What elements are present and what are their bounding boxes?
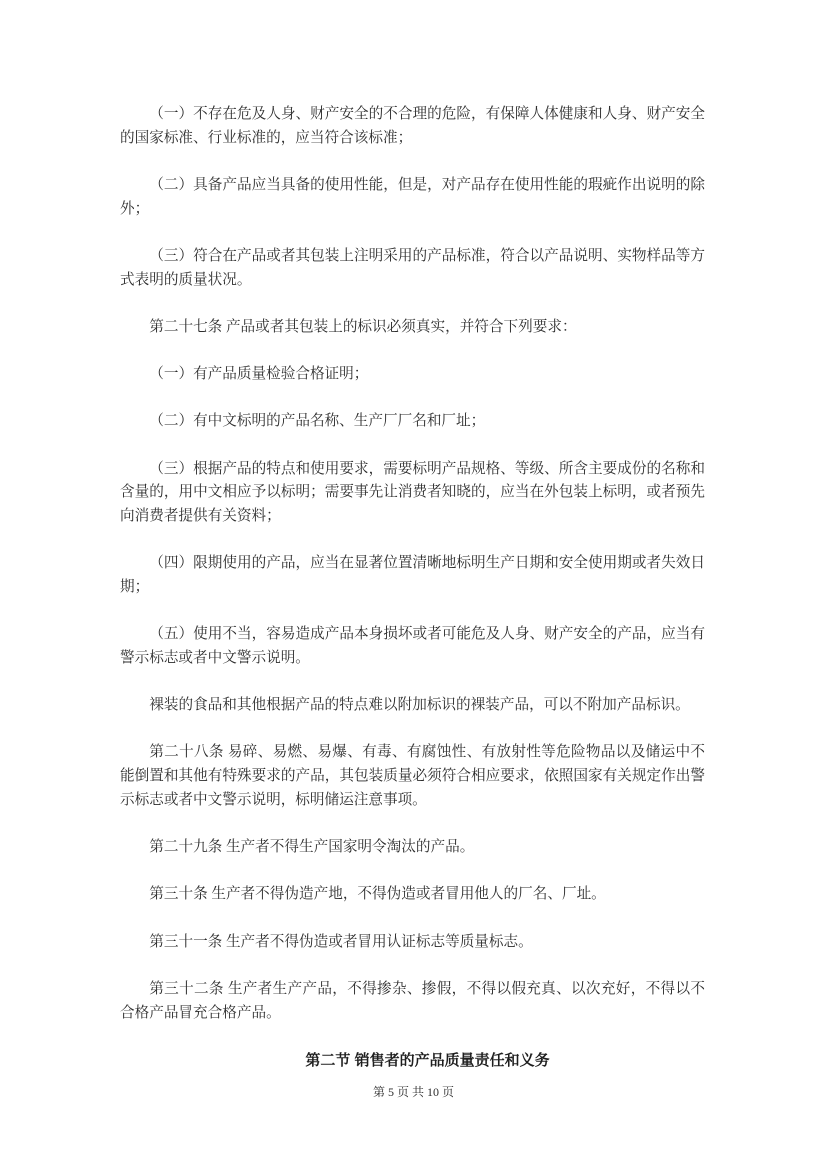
article-27-item-1: （一）有产品质量检验合格证明； [149, 366, 369, 383]
article-32: 第三十二条 生产者生产产品，不得掺杂、掺假，不得以假充真、以次充好，不得以不合格产品冒充合格产品。 [120, 980, 705, 1021]
article-27-item-5: （五）使用不当，容易造成产品本身损坏或者可能危及人身、财产安全的产品，应当有警示标志或者中文警示说明。 [120, 626, 705, 667]
article-29: 第二十九条 生产者不得生产国家明令淘汰的产品。 [149, 839, 475, 856]
article-27-item-2: （二）有中文标明的产品名称、生产厂厂名和厂址； [149, 413, 486, 430]
clause-item-1: （一）不存在危及人身、财产安全的不合理的危险，有保障人体健康和人身、财产安全的国家标准、行业标准的，应当符合该标准； [120, 106, 705, 146]
article-27: 第二十七条 产品或者其包装上的标识必须真实，并符合下列要求： [149, 318, 577, 335]
document-body [120, 103, 705, 1096]
article-31: 第三十一条 生产者不得伪造或者冒用认证标志等质量标志。 [149, 933, 533, 950]
article-27-item-3: （三）根据产品的特点和使用要求，需要标明产品规格、等级、所含主要成份的名称和含量的，用中文相应予以标明；需要事先让消费者知晓的，应当在外包装上标明，或者预先向消费者提供有关资料； [120, 460, 705, 525]
article-27-note: 裸装的食品和其他根据产品的特点难以附加标识的裸装产品，可以不附加产品标识。 [149, 697, 690, 714]
clause-item-2: （二）具备产品应当具备的使用性能，但是，对产品存在使用性能的瑕疵作出说明的除外； [120, 176, 705, 217]
article-27-item-4: （四）限期使用的产品，应当在显著位置清晰地标明生产日期和安全使用期或者失效日期； [120, 555, 705, 596]
article-30: 第三十条 生产者不得伪造产地，不得伪造或者冒用他人的厂名、厂址。 [149, 886, 606, 903]
page-footer: 第 5 页 共 10 页 [372, 1085, 454, 1099]
article-28: 第二十八条 易碎、易燃、易爆、有毒、有腐蚀性、有放射性等危险物品以及储运中不能倒置和其他有特殊要求的产品，其包装质量必须符合相应要求，依照国家有关规定作出警示标志或者中文警示说明，标明储运注意事项。 [120, 744, 705, 809]
clause-item-3: （三）符合在产品或者其包装上注明采用的产品标准，符合以产品说明、实物样品等方式表明的质量状况。 [120, 247, 705, 288]
section-heading: 第二节 销售者的产品质量责任和义务 [305, 1051, 550, 1069]
